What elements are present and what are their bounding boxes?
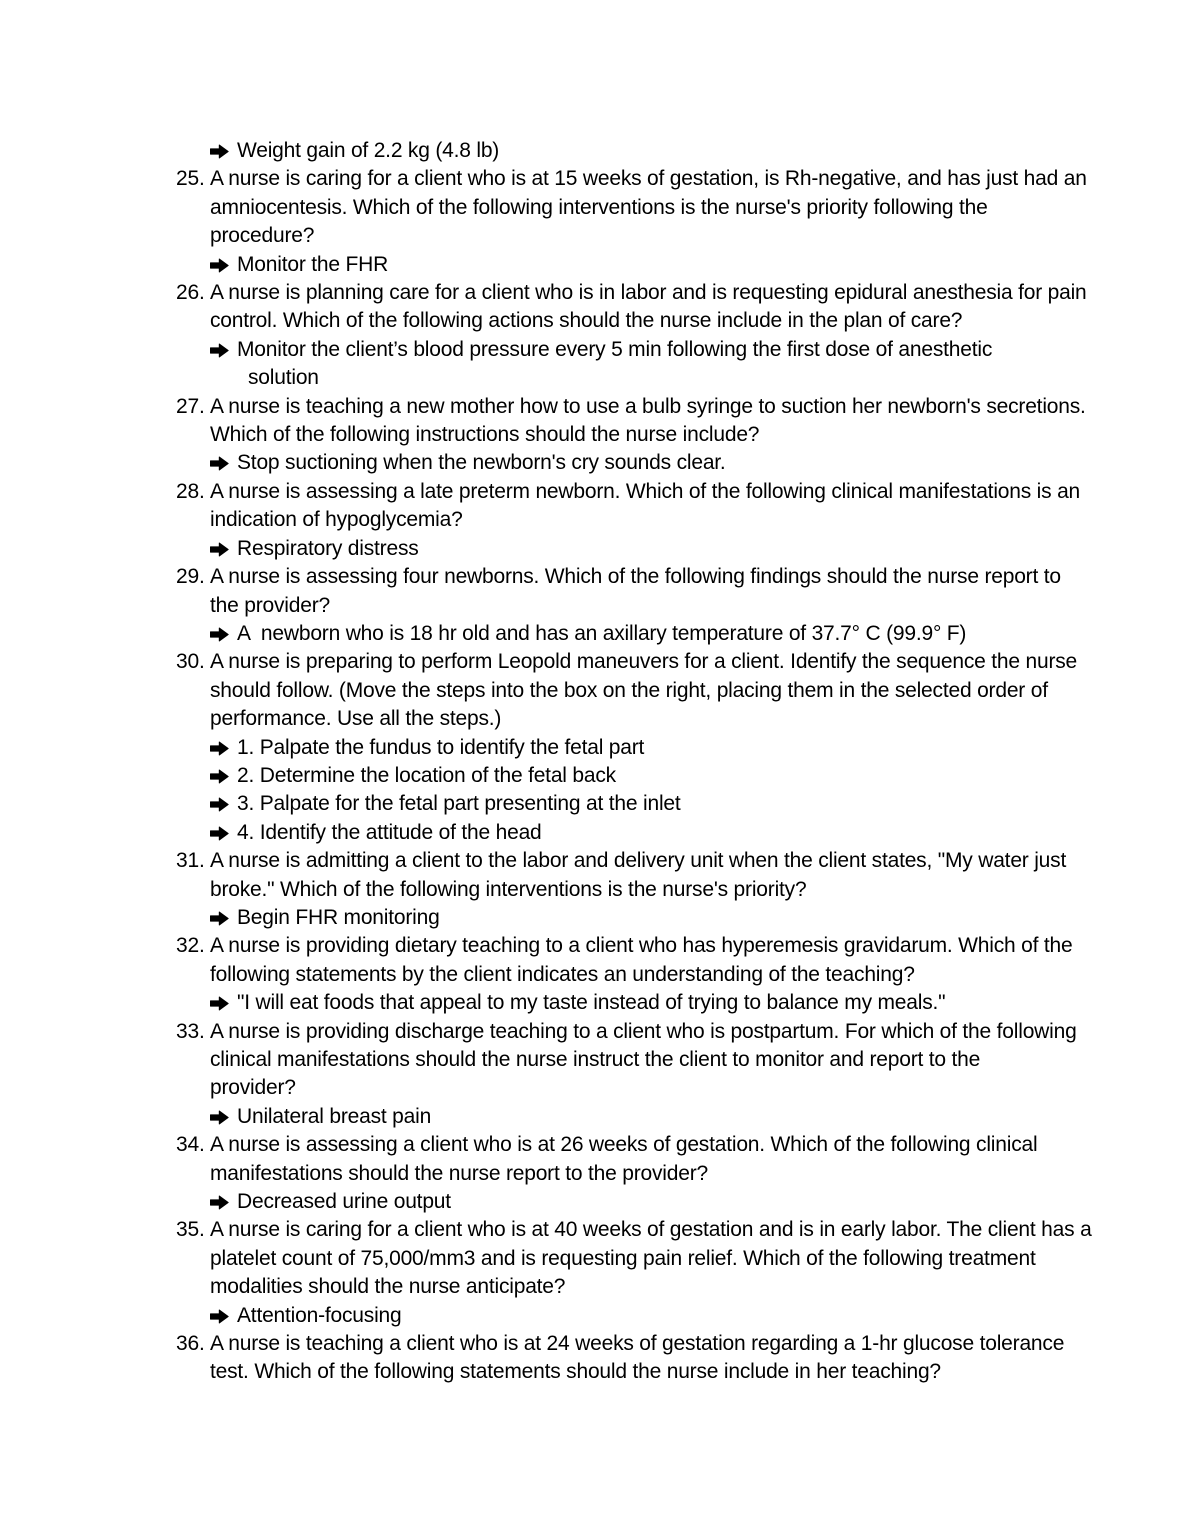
answer-text xyxy=(237,989,1156,1017)
answer-text-line: Attention-focusing xyxy=(237,1303,402,1327)
question-text xyxy=(210,932,1156,989)
question-number: 30. xyxy=(176,650,205,674)
answer-text xyxy=(237,336,1156,393)
question-row xyxy=(176,393,1156,450)
question-text-line: indication of hypoglycemia? xyxy=(210,508,463,532)
question-text-line: A nurse is assessing a late preterm newborn. Which of the following clinical manifestations is an xyxy=(210,479,1081,503)
answer-row xyxy=(210,790,1156,818)
answer-row xyxy=(210,762,1156,790)
question-text-line: procedure? xyxy=(210,224,315,248)
answer-row xyxy=(210,535,1156,563)
question-number: 25. xyxy=(176,167,205,191)
question-text-line: clinical manifestations should the nurse instruct the client to monitor and report to the xyxy=(210,1048,981,1071)
answer-row xyxy=(210,1188,1156,1216)
answer-text xyxy=(237,819,1156,847)
answer-text xyxy=(237,449,1156,477)
question-text-line: performance. Use all the steps.) xyxy=(210,707,502,731)
question-row xyxy=(176,1330,1156,1387)
arrow-bullet-icon xyxy=(210,1188,237,1216)
answer-text-line: Stop suctioning when the newborn's cry sounds clear. xyxy=(237,451,726,475)
question-row xyxy=(176,165,1156,250)
arrow-bullet-icon xyxy=(210,904,237,932)
answer-row xyxy=(210,1302,1156,1330)
answer-text-line: solution xyxy=(248,366,319,390)
question-text-line: A nurse is caring for a client who is at 40 weeks of gestation and is in early labor. The client has a xyxy=(210,1218,1092,1242)
question-text-line: manifestations should the nurse report to the provider? xyxy=(210,1161,708,1185)
question-row xyxy=(176,279,1156,336)
question-text-line: A nurse is planning care for a client who is in labor and is requesting epidural anesthesia for pain xyxy=(210,281,1087,305)
answer-text-line: 3. Palpate for the fetal part presenting at the inlet xyxy=(237,792,681,816)
arrow-bullet-icon xyxy=(210,762,237,790)
answer-row xyxy=(210,734,1156,762)
arrow-bullet-icon xyxy=(210,620,237,648)
answer-text-line: Respiratory distress xyxy=(237,536,419,560)
question-row xyxy=(176,563,1156,620)
answer-text xyxy=(237,762,1156,790)
question-text-line: modalities should the nurse anticipate? xyxy=(210,1275,566,1299)
arrow-bullet-icon xyxy=(210,1302,237,1330)
question-text-line: platelet count of 75,000/mm3 and is requesting pain relief. Which of the following treatment xyxy=(210,1246,1036,1270)
question-number: 31. xyxy=(176,849,205,873)
answer-row xyxy=(210,620,1156,648)
question-text xyxy=(210,1216,1156,1301)
arrow-bullet-icon xyxy=(210,336,237,393)
arrow-bullet-icon xyxy=(210,734,237,762)
question-row xyxy=(176,847,1156,904)
question-text-line: A nurse is providing dietary teaching to a client who has hyperemesis gravidarum. Which of the xyxy=(210,934,1073,958)
question-row xyxy=(176,1018,1156,1103)
question-number: 32. xyxy=(176,934,205,958)
answer-row xyxy=(210,819,1156,847)
question-text xyxy=(210,563,1156,620)
arrow-bullet-icon xyxy=(210,790,237,818)
question-text-line: should follow. (Move the steps into the box on the right, placing them in the selected order of xyxy=(210,678,1048,702)
question-number: 35. xyxy=(176,1218,205,1242)
arrow-bullet-icon xyxy=(210,535,237,563)
answer-row xyxy=(210,449,1156,477)
answer-text xyxy=(237,904,1156,932)
question-text-line: A nurse is providing discharge teaching to a client who is postpartum. For which of the following xyxy=(210,1019,1077,1043)
answer-text-line: 4. Identify the attitude of the head xyxy=(237,820,542,844)
answer-text-line: A newborn who is 18 hr old and has an axillary temperature of 37.7° C (99.9° F) xyxy=(237,621,967,645)
arrow-bullet-icon xyxy=(210,1103,237,1131)
question-text-line: test. Which of the following statements should the nurse include in her teaching? xyxy=(210,1360,941,1384)
question-text xyxy=(210,165,1156,250)
question-number: 27. xyxy=(176,394,205,418)
question-row xyxy=(176,1216,1156,1301)
question-number: 34. xyxy=(176,1133,205,1157)
answer-text-line: 1. Palpate the fundus to identify the fetal part xyxy=(237,735,645,759)
question-number: 33. xyxy=(176,1019,205,1043)
question-text-line: A nurse is admitting a client to the labor and delivery unit when the client states, "My water just xyxy=(210,849,1067,873)
answer-text-line: Decreased urine output xyxy=(237,1190,451,1214)
question-text-line: A nurse is assessing four newborns. Which of the following findings should the nurse report to xyxy=(210,565,1061,589)
question-text-line: A nurse is teaching a client who is at 24 weeks of gestation regarding a 1-hr glucose tolerance xyxy=(210,1332,1065,1356)
question-text xyxy=(210,1018,1156,1103)
answer-text-line: Begin FHR monitoring xyxy=(237,905,440,929)
arrow-bullet-icon xyxy=(210,449,237,477)
answer-text-line: Unilateral breast pain xyxy=(237,1104,432,1128)
question-text xyxy=(210,1131,1156,1188)
question-text-line: Which of the following instructions should the nurse include? xyxy=(210,423,760,447)
answer-row xyxy=(210,904,1156,932)
question-text-line: broke." Which of the following interventions is the nurse's priority? xyxy=(210,877,807,901)
question-text-line: provider? xyxy=(210,1076,296,1100)
question-text xyxy=(210,847,1156,904)
answer-text xyxy=(237,734,1156,762)
answer-text xyxy=(237,790,1156,818)
answer-text-line: Monitor the FHR xyxy=(237,252,389,276)
question-text-line: amniocentesis. Which of the following interventions is the nurse's priority following the xyxy=(210,195,988,219)
answer-text-line: "I will eat foods that appeal to my taste instead of trying to balance my meals." xyxy=(237,991,946,1015)
question-text xyxy=(210,279,1156,336)
arrow-bullet-icon xyxy=(210,251,237,279)
question-row xyxy=(176,932,1156,989)
answer-text xyxy=(237,1302,1156,1330)
answer-row xyxy=(210,989,1156,1017)
answer-text-line: Monitor the client’s blood pressure every 5 min following the first dose of anesthetic xyxy=(237,337,993,361)
question-number: 26. xyxy=(176,281,205,305)
question-text-line: control. Which of the following actions should the nurse include in the plan of care? xyxy=(210,309,963,333)
answer-text xyxy=(237,535,1156,563)
answer-text xyxy=(237,620,1156,648)
question-text-line: following statements by the client indicates an understanding of the teaching? xyxy=(210,962,915,986)
question-text xyxy=(210,648,1156,733)
question-row xyxy=(176,1131,1156,1188)
question-row xyxy=(176,648,1156,733)
question-row xyxy=(176,478,1156,535)
document-page xyxy=(176,137,1156,1387)
question-text-line: the provider? xyxy=(210,593,330,617)
answer-row xyxy=(210,336,1156,393)
answer-row xyxy=(210,137,1156,165)
answer-row xyxy=(210,1103,1156,1131)
question-number: 28. xyxy=(176,479,205,503)
document-body xyxy=(176,137,1156,1387)
answer-text-line: 2. Determine the location of the fetal back xyxy=(237,763,616,787)
question-text xyxy=(210,1330,1156,1387)
answer-text xyxy=(237,251,1156,279)
question-text-line: A nurse is teaching a new mother how to use a bulb syringe to suction her newborn's secretions. xyxy=(210,394,1086,418)
arrow-bullet-icon xyxy=(210,989,237,1017)
arrow-bullet-icon xyxy=(210,819,237,847)
answer-text xyxy=(237,1188,1156,1216)
question-text xyxy=(210,393,1156,450)
question-text-line: A nurse is preparing to perform Leopold maneuvers for a client. Identify the sequence the nurse xyxy=(210,650,1078,674)
question-text xyxy=(210,478,1156,535)
question-number: 36. xyxy=(176,1332,205,1356)
answer-text xyxy=(237,137,1156,165)
arrow-bullet-icon xyxy=(210,137,237,165)
answer-row xyxy=(210,251,1156,279)
answer-text-line: Weight gain of 2.2 kg (4.8 lb) xyxy=(237,139,500,162)
question-text-line: A nurse is caring for a client who is at 15 weeks of gestation, is Rh-negative, and has just had an xyxy=(210,167,1087,191)
answer-text xyxy=(237,1103,1156,1131)
question-text-line: A nurse is assessing a client who is at 26 weeks of gestation. Which of the following clinical xyxy=(210,1133,1038,1157)
question-number: 29. xyxy=(176,565,205,589)
